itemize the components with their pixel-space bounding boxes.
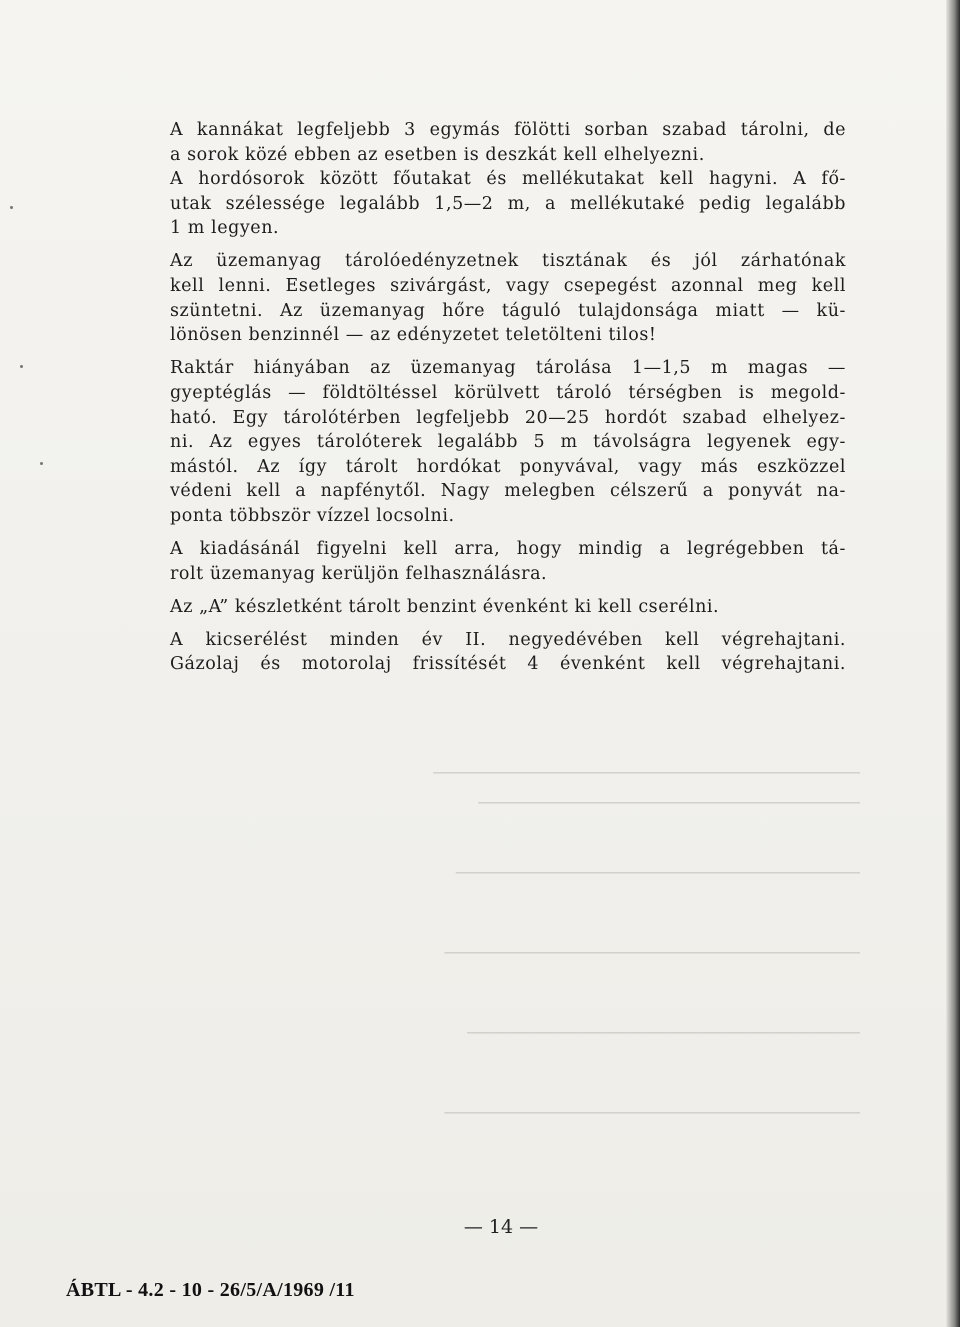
- bleed-through-texture: ───────────────────────────────────: [466, 1023, 860, 1044]
- text-line: Az üzemanyag tárolóedényzetnek tisztának és jól zárhatónak: [170, 251, 846, 272]
- text-line: gyeptéglás — földtöltéssel körülvett tároló térségben is megold-: [170, 382, 846, 403]
- scan-speck: [10, 206, 13, 209]
- text-line: ponta többször vízzel locsolni.: [170, 505, 455, 526]
- text-line: ható. Egy tárolótérben legfeljebb 20—25 hordót szabad elhelyez-: [170, 407, 846, 428]
- paragraph: [170, 595, 846, 620]
- scan-speck: [20, 365, 23, 368]
- text-line: 1 m legyen.: [170, 218, 280, 239]
- scan-speck: [40, 462, 43, 465]
- text-line: a sorok közé ebben az esetben is deszkát kell elhelyezni.: [170, 144, 705, 165]
- paragraph: [170, 356, 846, 528]
- text-line: lönösen benzinnél — az edényzetet teletölteni tilos!: [170, 325, 657, 346]
- bleed-through-texture: ────────────────────────────────────: [455, 863, 860, 884]
- text-line: Raktár hiányában az üzemanyag tárolása 1—1,5 m magas —: [170, 358, 846, 379]
- text-line: A hordósorok között főutakat és mellékutakat kell hagyni. A fő-: [170, 169, 846, 190]
- page-number: — 14 —: [463, 1216, 539, 1238]
- text-line: utak szélessége legalább 1,5—2 m, a mellékutaké pedig legalább: [170, 193, 846, 214]
- text-line: A kannákat legfeljebb 3 egymás fölötti sorban szabad tárolni, de: [170, 120, 846, 140]
- text-line: A kicserélést minden év II. negyedévében kell végrehajtani.: [170, 629, 846, 650]
- text-line: mástól. Az így tárolt hordókat ponyvával, vagy más eszközzel: [170, 456, 846, 477]
- text-line: Gázolaj és motorolaj frissítését 4 évenként kell végrehajtani.: [170, 654, 846, 675]
- paragraph: [170, 537, 846, 586]
- body-text: [170, 118, 846, 677]
- paragraph: [170, 628, 846, 677]
- paragraph: [170, 167, 846, 241]
- bleed-through-texture: ─────────────────────────────────────: [444, 1103, 860, 1124]
- bleed-through-texture: ──────────────────────────────────: [477, 793, 860, 814]
- text-line: kell lenni. Esetleges szivárgást, vagy csepegést azonnal meg kell: [170, 276, 846, 297]
- paragraph: [170, 249, 846, 347]
- text-line: A kiadásánál figyelni kell arra, hogy mindig a legrégebben tá-: [170, 539, 846, 559]
- text-line: Az „A” készletként tárolt benzint évenként ki kell cserélni.: [170, 596, 720, 617]
- archive-reference-stamp: ÁBTL - 4.2 - 10 - 26/5/A/1969 /11: [66, 1279, 355, 1301]
- bleed-through-texture: ─────────────────────────────────────: [444, 943, 860, 964]
- text-line: ni. Az egyes tárolóterek legalább 5 m távolságra legyenek egy-: [170, 432, 846, 453]
- text-line: szüntetni. Az üzemanyag hőre táguló tulajdonsága miatt — kü-: [170, 300, 846, 321]
- text-line: rolt üzemanyag kerüljön felhasználásra.: [170, 563, 548, 584]
- text-line: védeni kell a napfénytől. Nagy melegben célszerű a ponyvát na-: [170, 481, 846, 502]
- scan-page-edge: [946, 0, 960, 1327]
- paragraph: [170, 118, 846, 167]
- bleed-through-texture: ──────────────────────────────────────: [432, 763, 860, 784]
